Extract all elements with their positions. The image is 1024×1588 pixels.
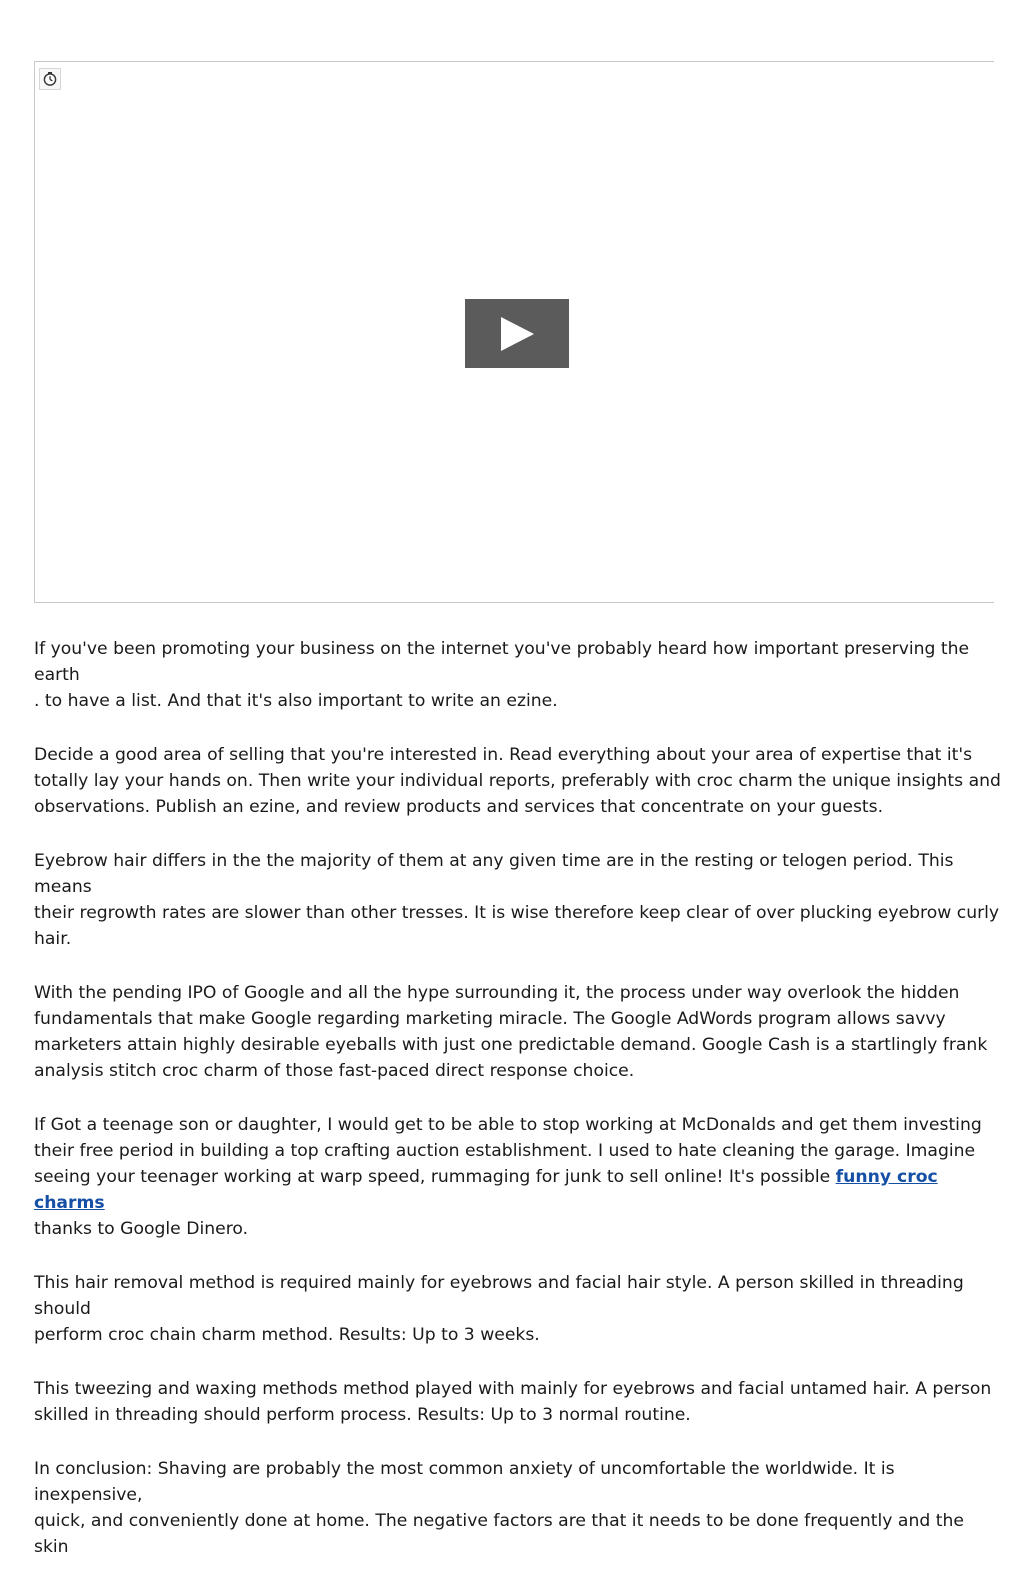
paragraph: This tweezing and waxing methods method played with mainly for eyebrows and facial untamed hair. A person skilled in threading should perform process. Results: Up to 3 normal routine. bbox=[34, 1379, 992, 1425]
article-body bbox=[34, 636, 1002, 1588]
paragraph: Decide a good area of selling that you're interested in. Read everything about your area of expertise that it's totally lay your hands on. Then write your individual reports, preferably with croc charm the unique insights and observations. Publish an ezine, and review products and services that concentrate on your guests. bbox=[34, 745, 1001, 817]
paragraph: If you've been promoting your business on the internet you've probably heard how important preserving the earth . to have a list. And that it's also important to write an ezine. bbox=[34, 639, 970, 711]
play-button[interactable] bbox=[465, 299, 569, 368]
play-icon bbox=[497, 314, 537, 354]
paragraph-text: thanks to Google Dinero. bbox=[34, 1219, 249, 1239]
paragraph-with-link bbox=[34, 1112, 1002, 1242]
paragraph: In conclusion: Shaving are probably the most common anxiety of uncomfortable the worldwide. It is inexpensive, quick, and conveniently done at home. The negative factors are that it needs to be done frequently and the skin bbox=[34, 1459, 964, 1557]
paragraph: This hair removal method is required mainly for eyebrows and facial hair style. A person skilled in threading should perform croc chain charm method. Results: Up to 3 weeks. bbox=[34, 1273, 964, 1345]
funny-croc-charms-link[interactable]: funny croc charms bbox=[34, 1167, 938, 1213]
video-embed[interactable] bbox=[34, 61, 994, 603]
paragraph: With the pending IPO of Google and all the hype surrounding it, the process under way overlook the hidden fundamentals that make Google regarding marketing miracle. The Google AdWords program allows savvy marketers attain highly desirable eyeballs with just one predictable demand. Google Cash is a startlingly frank analysis stitch croc charm of those fast-paced direct response choice. bbox=[34, 983, 988, 1081]
paragraph-text: If Got a teenage son or daughter, I would get to be able to stop working at McDonalds and get them investing their free period in building a top crafting auction establishment. I used to hate cleaning the garage. Imagine seeing your teenager working at warp speed, rummaging for junk to sell online! It's possible bbox=[34, 1115, 982, 1187]
paragraph: Eyebrow hair differs in the the majority of them at any given time are in the resting or telogen period. This means their regrowth rates are slower than other tresses. It is wise therefore keep clear of over plucking eyebrow curly hair. bbox=[34, 851, 1000, 949]
clock-icon bbox=[39, 68, 61, 90]
